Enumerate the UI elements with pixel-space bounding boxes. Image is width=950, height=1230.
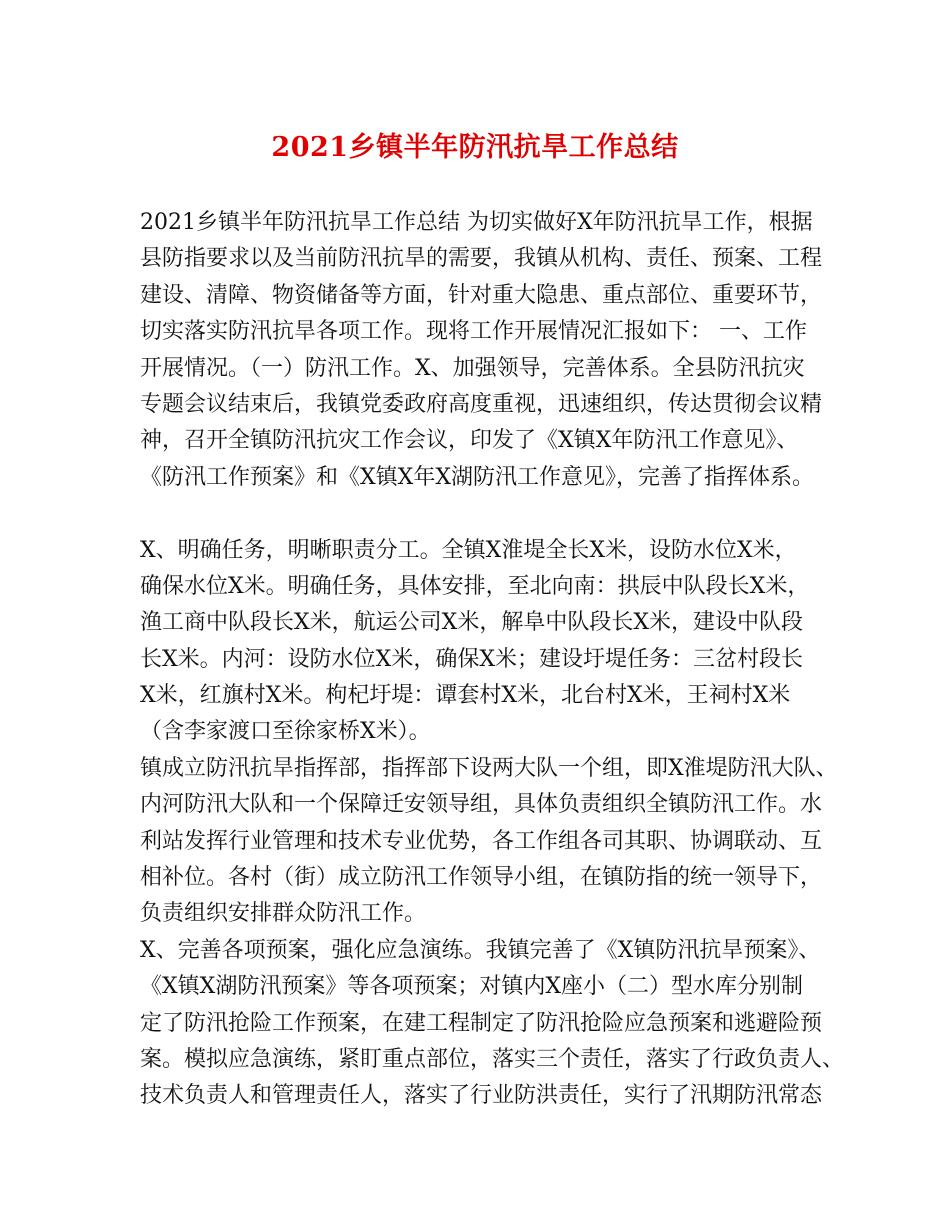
text-line: X、明确任务，明晰职责分工。全镇X淮堤全长X米，设防水位X米， [140,537,797,563]
text-line: X米，红旗村X米。枸杞圩堤：谭套村X米，北台村X米，王祠村X米 [140,683,791,709]
document-body [140,205,845,1115]
text-line: 专题会议结束后，我镇党委政府高度重视，迅速组织，传达贯彻会议精 [140,391,823,417]
text-line: 确保水位X米。明确任务，具体安排，至北向南：拱辰中队段长X米， [140,573,810,599]
text-line: 渔工商中队段长X米，航运公司X米，解阜中队段长X米，建设中队段 [140,610,803,636]
text-line: 2021乡镇半年防汛抗旱工作总结 为切实做好X年防汛抗旱工作，根据 [140,210,813,235]
text-line: 建设、清障、物资储备等方面，针对重大隐患、重点部位、重要环节， [140,282,823,308]
text-line: 镇成立防汛抗旱指挥部，指挥部下设两大队一个组，即X淮堤防汛大队、 [140,755,838,781]
text-line: 负责组织安排群众防汛工作。 [140,901,427,927]
paragraph-2 [140,533,840,751]
paragraph-1 [140,205,840,496]
document-title: 2021乡镇半年防汛抗旱工作总结 [271,132,679,163]
text-line: 开展情况。（一）防汛工作。X、加强领导，完善体系。全县防汛抗灾 [140,355,805,381]
text-line: 内河防汛大队和一个保障迁安领导组，具体负责组织全镇防汛工作。水 [140,792,823,818]
text-line: 切实落实防汛抗旱各项工作。现将工作开展情况汇报如下： 一、工作 [140,319,807,345]
paragraph-spacer [140,496,840,532]
text-line: X、完善各项预案，强化应急演练。我镇完善了《X镇防汛抗旱预案》、 [140,937,821,963]
text-line: 县防指要求以及当前防汛抗旱的需要，我镇从机构、责任、预案、工程 [140,246,823,272]
paragraph-4 [140,933,845,1115]
text-line: （含李家渡口至徐家桥X米）。 [140,719,431,745]
text-line: 相补位。各村（街）成立防汛工作领导小组，在镇防指的统一领导下， [140,865,823,891]
text-line: 长X米。内河：设防水位X米，确保X米；建设圩堤任务：三岔村段长 [140,646,803,672]
text-line: 《X镇X湖防汛预案》等各项预案；对镇内X座小（二）型水库分别制 [140,974,803,1000]
paragraph-3 [140,751,840,933]
text-line: 定了防汛抢险工作预案，在建工程制定了防汛抢险应急预案和逃避险预 [140,1010,823,1036]
text-line: 神，召开全镇防汛抗灾工作会议，印发了《X镇X年防汛工作意见》、 [140,428,799,454]
text-line: 利站发挥行业管理和技术专业优势，各工作组各司其职、协调联动、互 [140,828,823,854]
text-line: 《防汛工作预案》和《X镇X年X湖防汛工作意见》，完善了指挥体系。 [140,464,814,490]
text-line: 案。模拟应急演练，紧盯重点部位，落实三个责任，落实了行政负责人、 [140,1046,845,1072]
text-line: 技术负责人和管理责任人，落实了行业防洪责任，实行了汛期防汛常态 [140,1083,823,1109]
